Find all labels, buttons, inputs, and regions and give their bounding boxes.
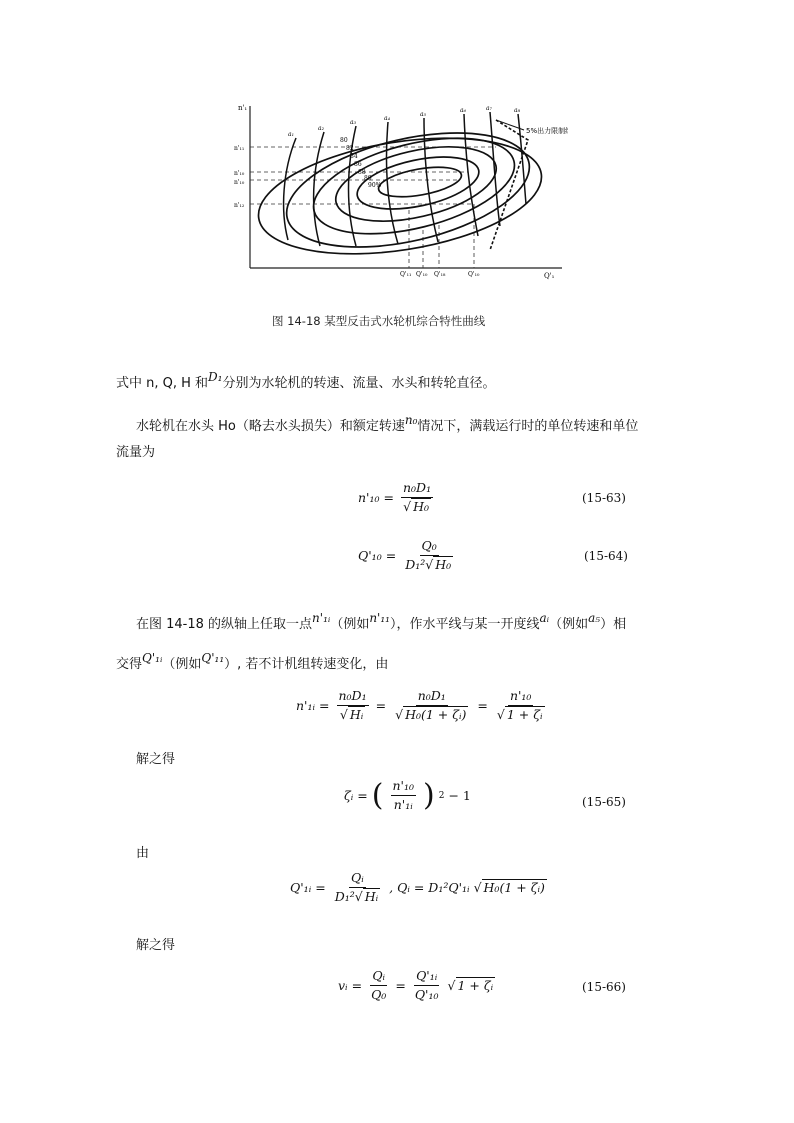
equation-number: (15-63) (582, 491, 626, 505)
opening-label: a₄ (384, 115, 390, 122)
equation-number: (15-65) (582, 795, 626, 809)
x-tick: Q'₁₁ (400, 271, 412, 278)
opening-label: a₃ (350, 119, 356, 126)
equation-number: (15-64) (584, 549, 628, 563)
opening-label: a₁ (288, 131, 294, 138)
equation-n1i: n'₁ᵢ = $\frac{\text{n₀D₁}}{\text{√ Hᵢ}}$ = $\frac{\text{n₀D₁}}{\text{√ H₀(1 + ζᵢ)}}$ = $\frac{\text{n'₁₀}}{\text{√ 1 + ζᵢ}}$ (296, 688, 543, 722)
y-tick: n'₁₁ (234, 145, 245, 152)
equation-15-64: Q'₁₀ = $\frac{\text{Q₀}}{\text{D₁²√ H₀}}$ (358, 538, 452, 572)
y-tick: n'₁₀ (234, 170, 245, 177)
efficiency-label: 80 (340, 137, 348, 144)
x-tick: Q'₁₀ (468, 271, 480, 278)
equation-15-66: vᵢ = $\frac{\text{Qᵢ}}{\text{Q₀}}$ = $\frac{\text{Q'₁ᵢ}}{\text{Q'₁₀}}$ √ 1 + ζᵢ (338, 968, 494, 1002)
paragraph-3: 在图 14-18 的纵轴上任取一点n'₁ᵢ（例如n'₁₁），作水平线与某一开度线aᵢ（例如a₅）相 (136, 611, 627, 632)
characteristic-curve-plot (228, 100, 568, 282)
efficiency-label: 90% (368, 182, 382, 189)
x-tick: Q'₁₈ (434, 271, 446, 278)
opening-label: a₂ (318, 125, 324, 132)
by-label: 由 (136, 846, 150, 861)
y-axis-label: n'₁ (238, 104, 248, 112)
efficiency-contours (250, 112, 549, 271)
opening-label: a₆ (460, 107, 466, 114)
paragraph-2-cont: 流量为 (116, 445, 156, 460)
efficiency-label: 88 (358, 169, 366, 176)
limit-line-label: 5%出力限制线 (526, 127, 568, 135)
y-tick: n'₁₀ (234, 179, 245, 186)
x-tick: Q'₁₀ (416, 271, 428, 278)
solve-label-2: 解之得 (136, 938, 176, 953)
opening-label: a₈ (514, 107, 520, 114)
efficiency-label: 89 (364, 175, 372, 182)
paragraph-2: 水轮机在水头 Ho（略去水头损失）和额定转速n₀情况下，满载运行时的单位转速和单位 (136, 413, 639, 434)
figure (228, 100, 568, 282)
figure-caption: 图 14-18 某型反击式水轮机综合特性曲线 (272, 314, 486, 328)
efficiency-label: 84 (350, 153, 358, 160)
opening-label: a₇ (486, 105, 492, 112)
paragraph-1: 式中 n, Q, H 和D₁分别为水轮机的转速、流量、水头和转轮直径。 (116, 370, 496, 391)
y-tick: n'₁₂ (234, 202, 245, 209)
equation-number: (15-66) (582, 980, 626, 994)
equation-15-65: ζᵢ = ( $\frac{\text{n'₁₀}}{\text{n'₁ᵢ}}$ ) 2 − 1 (344, 778, 471, 813)
opening-label: a₅ (420, 111, 426, 118)
solve-label-1: 解之得 (136, 752, 176, 767)
equation-15-63: n'₁₀ = $\frac{\text{n₀D₁}}{\text{√ H₀}}$ (358, 480, 432, 514)
x-axis-label: Q'₁ (544, 272, 555, 280)
efficiency-label: 82 (346, 145, 354, 152)
efficiency-label: 86 (354, 161, 362, 168)
equation-q1i: Q'₁ᵢ = $\frac{\text{Qᵢ}}{\text{D₁²√ Hᵢ}}$ , Qᵢ = D₁²Q'₁ᵢ √ H₀(1 + ζᵢ) (290, 870, 545, 904)
paragraph-3-cont: 交得Q'₁ᵢ（例如Q'₁₁）, 若不计机组转速变化，由 (116, 651, 389, 672)
